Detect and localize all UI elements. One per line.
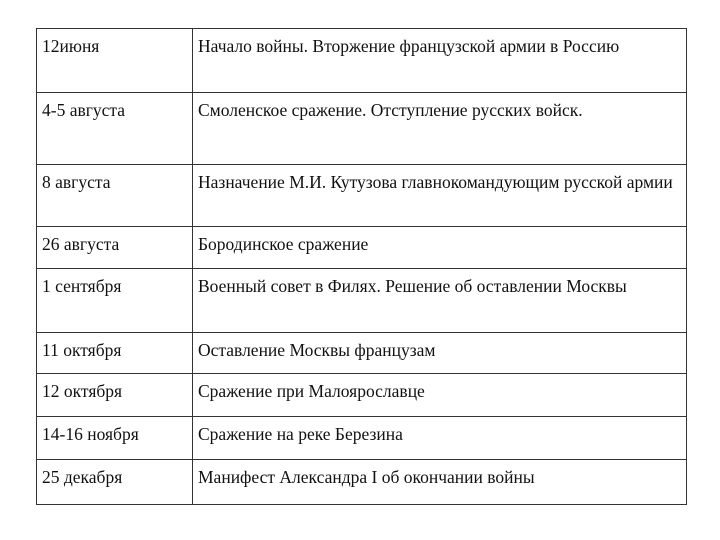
date-cell: 8 августа <box>37 165 193 227</box>
event-cell: Бородинское сражение <box>193 227 687 269</box>
table-row <box>37 227 687 269</box>
event-cell: Сражение на реке Березина <box>193 417 687 460</box>
table-row <box>37 269 687 333</box>
table-row <box>37 165 687 227</box>
table-row <box>37 417 687 460</box>
date-cell: 26 августа <box>37 227 193 269</box>
date-cell: 12 октября <box>37 374 193 417</box>
event-cell: Оставление Москвы французам <box>193 333 687 374</box>
date-cell: 12июня <box>37 29 193 93</box>
date-cell: 14-16 ноября <box>37 417 193 460</box>
event-cell: Сражение при Малоярославце <box>193 374 687 417</box>
date-cell: 11 октября <box>37 333 193 374</box>
table-row <box>37 93 687 165</box>
table-row <box>37 460 687 505</box>
events-table <box>36 28 687 505</box>
date-cell: 25 декабря <box>37 460 193 505</box>
event-cell: Начало войны. Вторжение французской армии в Россию <box>193 29 687 93</box>
date-cell: 4-5 августа <box>37 93 193 165</box>
event-cell: Военный совет в Филях. Решение об оставлении Москвы <box>193 269 687 333</box>
table-row <box>37 374 687 417</box>
event-cell: Смоленское сражение. Отступление русских войск. <box>193 93 687 165</box>
table-row <box>37 29 687 93</box>
date-cell: 1 сентября <box>37 269 193 333</box>
event-cell: Назначение М.И. Кутузова главнокомандующим русской армии <box>193 165 687 227</box>
table-row <box>37 333 687 374</box>
event-cell: Манифест Александра I об окончании войны <box>193 460 687 505</box>
